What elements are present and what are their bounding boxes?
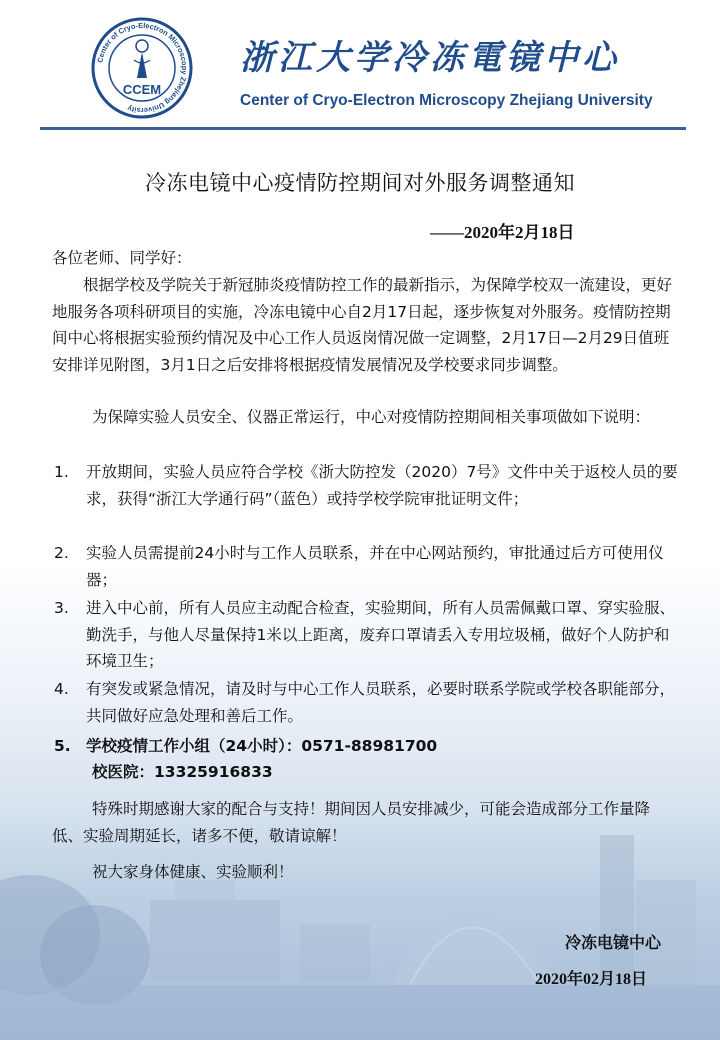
list-item-number: 4.	[54, 680, 69, 698]
hotline-hospital: 校医院：13325916833	[92, 763, 273, 781]
header-divider	[40, 127, 686, 130]
signature-date: 2020年02月18日	[535, 971, 648, 988]
list-item-number: 3.	[54, 599, 69, 617]
svg-text:Center of Cryo-Electron Micros: Center of Cryo-Electron Microscopy Zhejiang University	[95, 20, 190, 116]
signature: 冷冻电镜中心	[565, 935, 662, 952]
hotline-campus: 学校疫情工作小组（24小时）：0571-88981700	[86, 737, 438, 755]
list-item-number: 1.	[54, 463, 69, 481]
list-item-text: 有突发或紧急情况，请及时与中心工作人员联系，必要时联系学院或学校各职能部分，共同做好应急处理和善后工作。	[86, 680, 676, 725]
notice-title: 冷冻电镜中心疫情防控期间对外服务调整通知	[145, 171, 575, 195]
org-name-en: Center of Cryo-Electron Microscopy Zhejiang University	[240, 92, 653, 109]
salutation: 各位老师、同学好：	[52, 249, 192, 267]
paragraph-1: 根据学校及学院关于新冠肺炎疫情防控工作的最新指示，为保障学校双一流建设，更好地服务各项科研项目的实施，冷冻电镜中心自2月17日起，逐步恢复对外服务。疫情防控期间中心将根据实验预约情况及中心工作人员返岗情况做一定调整，2月17日—2月29日值班安排详见附图，3月1日之后安排将根据疫情发展情况及学校要求同步调整。	[52, 276, 673, 374]
list-item-number: 2.	[54, 544, 69, 562]
paragraph-3: 特殊时期感谢大家的配合与支持！期间因人员安排减少，可能会造成部分工作量降低、实验周期延长，诸多不便，敬请谅解！	[52, 800, 651, 845]
closing-wish: 祝大家身体健康、实验顺利！	[92, 863, 294, 881]
org-name-cn: 浙江大学冷冻電镜中心	[240, 38, 620, 78]
logo-text: CCEM	[122, 82, 162, 97]
ccem-logo	[90, 16, 194, 120]
list-item-text: 开放期间，实验人员应符合学校《浙大防控发（2020）7号》文件中关于返校人员的要求，获得“浙江大学通行码”（蓝色）或持学校学院审批证明文件；	[86, 463, 678, 508]
notice-date: ——2020年2月18日	[430, 223, 575, 242]
list-item-text: 进入中心前，所有人员应主动配合检查，实验期间，所有人员需佩戴口罩、穿实验服、勤洗手，与他人尽量保持1米以上距离，废弃口罩请丢入专用垃圾桶，做好个人防护和环境卫生；	[86, 599, 676, 670]
header	[40, 8, 690, 120]
paragraph-2: 为保障实验人员安全、仪器正常运行，中心对疫情防控期间相关事项做如下说明：	[92, 408, 651, 426]
list-item-number: 5.	[54, 737, 71, 755]
list-item-text: 实验人员需提前24小时与工作人员联系，并在中心网站预约，审批通过后方可使用仪器；	[86, 544, 664, 589]
